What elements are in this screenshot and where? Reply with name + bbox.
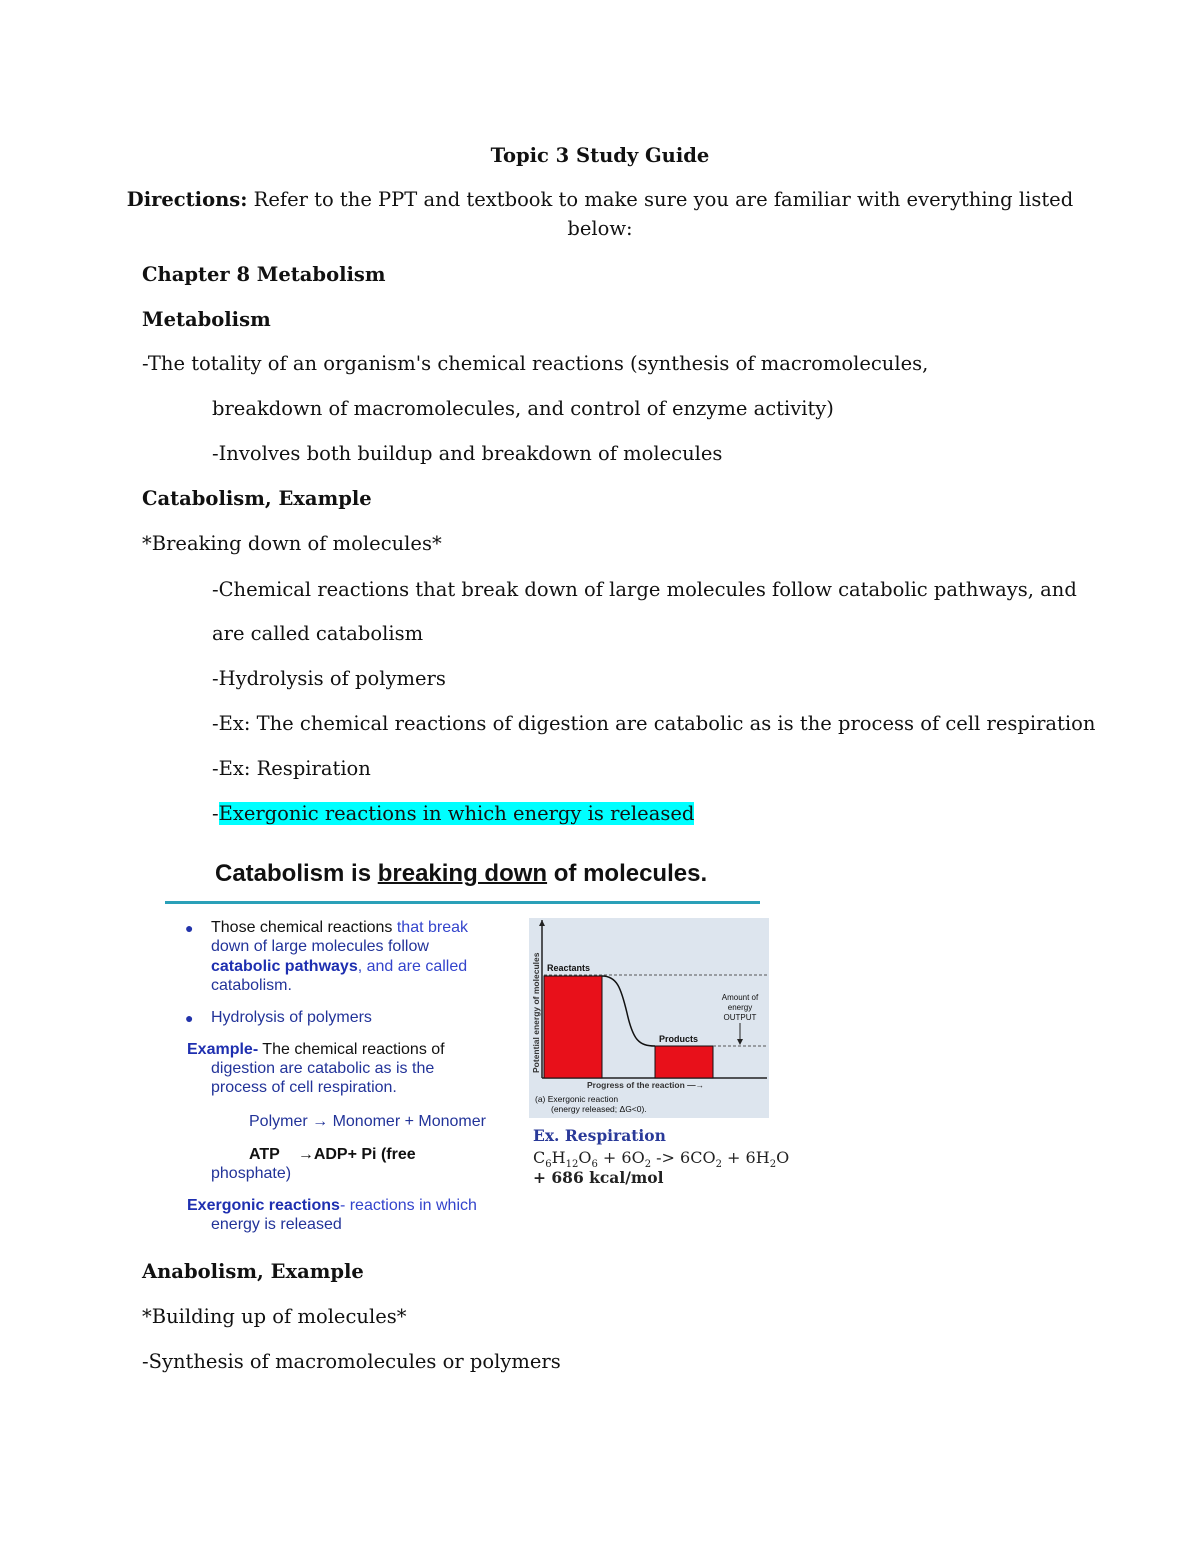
- catabolism-highlight-line: [212, 800, 694, 828]
- catabolism-line: -Chemical reactions that break down of large molecules follow catabolic pathways, and: [212, 578, 1077, 601]
- catabolism-slide-image: [165, 850, 790, 1245]
- anabolism-sub: *Building up of molecules*: [142, 1305, 407, 1328]
- amount-label-3: OUTPUT: [723, 1013, 757, 1022]
- x-axis-label: Progress of the reaction —→: [587, 1080, 705, 1090]
- y-axis-label: Potential energy of molecules: [531, 952, 541, 1073]
- highlighted-text: Exergonic reactions in which energy is released: [218, 802, 695, 825]
- directions: [0, 186, 1200, 214]
- respiration-equation: $C_6H_{12}O_6 + 6O_2 -> 6CO_2 + 6H_2O$: [533, 1148, 790, 1171]
- catabolism-line: -Hydrolysis of polymers: [212, 667, 446, 690]
- bullet-icon: ●: [185, 920, 194, 936]
- chapter-heading: Chapter 8 Metabolism: [142, 263, 386, 286]
- products-bar: [655, 1046, 713, 1078]
- metabolism-line: breakdown of macromolecules, and control of enzyme activity): [212, 397, 834, 420]
- energy-arrow-icon: [737, 1039, 743, 1045]
- amount-label-1: Amount of: [721, 993, 759, 1002]
- slide-bullet-1-line3: catabolic pathways, and are called: [211, 958, 468, 975]
- catabolism-heading: Catabolism, Example: [142, 487, 372, 510]
- slide-exergonic: Exergonic reactions- reactions in which: [187, 1197, 477, 1214]
- caption-line-1: (a) Exergonic reaction: [535, 1094, 619, 1104]
- directions-cont: below:: [567, 217, 633, 240]
- metabolism-heading: Metabolism: [142, 308, 271, 331]
- catabolism-sub: *Breaking down of molecules*: [142, 532, 442, 555]
- catabolism-line: -Ex: The chemical reactions of digestion are catabolic as is the process of cell respiration: [212, 712, 1096, 735]
- amount-label-2: energy: [727, 1003, 753, 1012]
- dash: -: [212, 802, 219, 825]
- catabolism-line: -Ex: Respiration: [212, 757, 371, 780]
- bullet-icon: ●: [185, 1010, 194, 1026]
- metabolism-line: -Involves both buildup and breakdown of molecules: [212, 442, 723, 465]
- catabolism-line: are called catabolism: [212, 622, 424, 645]
- respiration-energy: + 686 kcal/mol: [533, 1168, 664, 1187]
- directions-text: Refer to the PPT and textbook to make sure you are familiar with everything listed: [247, 188, 1074, 211]
- directions-label: Directions:: [126, 188, 248, 211]
- slide-atp-equation-line2: phosphate): [211, 1165, 292, 1182]
- reactants-bar: [544, 976, 602, 1078]
- energy-curve: [602, 976, 655, 1046]
- slide-exergonic-line2: energy is released: [211, 1216, 342, 1233]
- doc-title: Topic 3 Study Guide: [490, 144, 710, 167]
- reactants-label: Reactants: [547, 963, 591, 973]
- energy-diagram-svg: [529, 918, 769, 1118]
- slide-bullet-1-line4: catabolism.: [211, 977, 292, 994]
- slide-example-line3: process of cell respiration.: [211, 1079, 397, 1096]
- metabolism-line: -The totality of an organism's chemical reactions (synthesis of macromolecules,: [142, 352, 929, 375]
- y-axis-arrow-icon: [539, 920, 545, 926]
- anabolism-line: -Synthesis of macromolecules or polymers: [142, 1350, 561, 1373]
- caption-line-2: (energy released; ΔG<0).: [551, 1104, 647, 1114]
- slide-bullet-1: Those chemical reactions that break: [211, 919, 469, 936]
- respiration-title: Ex. Respiration: [533, 1126, 666, 1145]
- products-label: Products: [659, 1034, 699, 1044]
- anabolism-heading: Anabolism, Example: [142, 1260, 364, 1283]
- slide-polymer-equation: Polymer → Monomer + Monomer: [249, 1113, 486, 1130]
- slide-example: Example- The chemical reactions of: [187, 1041, 445, 1058]
- slide-bullet-1-line2: down of large molecules follow: [211, 938, 429, 955]
- slide-bullet-2: Hydrolysis of polymers: [211, 1009, 372, 1026]
- slide-title: Catabolism is breaking down of molecules.: [215, 860, 708, 887]
- exergonic-energy-diagram: [529, 918, 769, 1118]
- slide-atp-equation: ATP →ADP+ Pi (free: [249, 1146, 416, 1163]
- slide-divider: [165, 901, 760, 904]
- slide-example-line2: digestion are catabolic as is the: [211, 1060, 435, 1077]
